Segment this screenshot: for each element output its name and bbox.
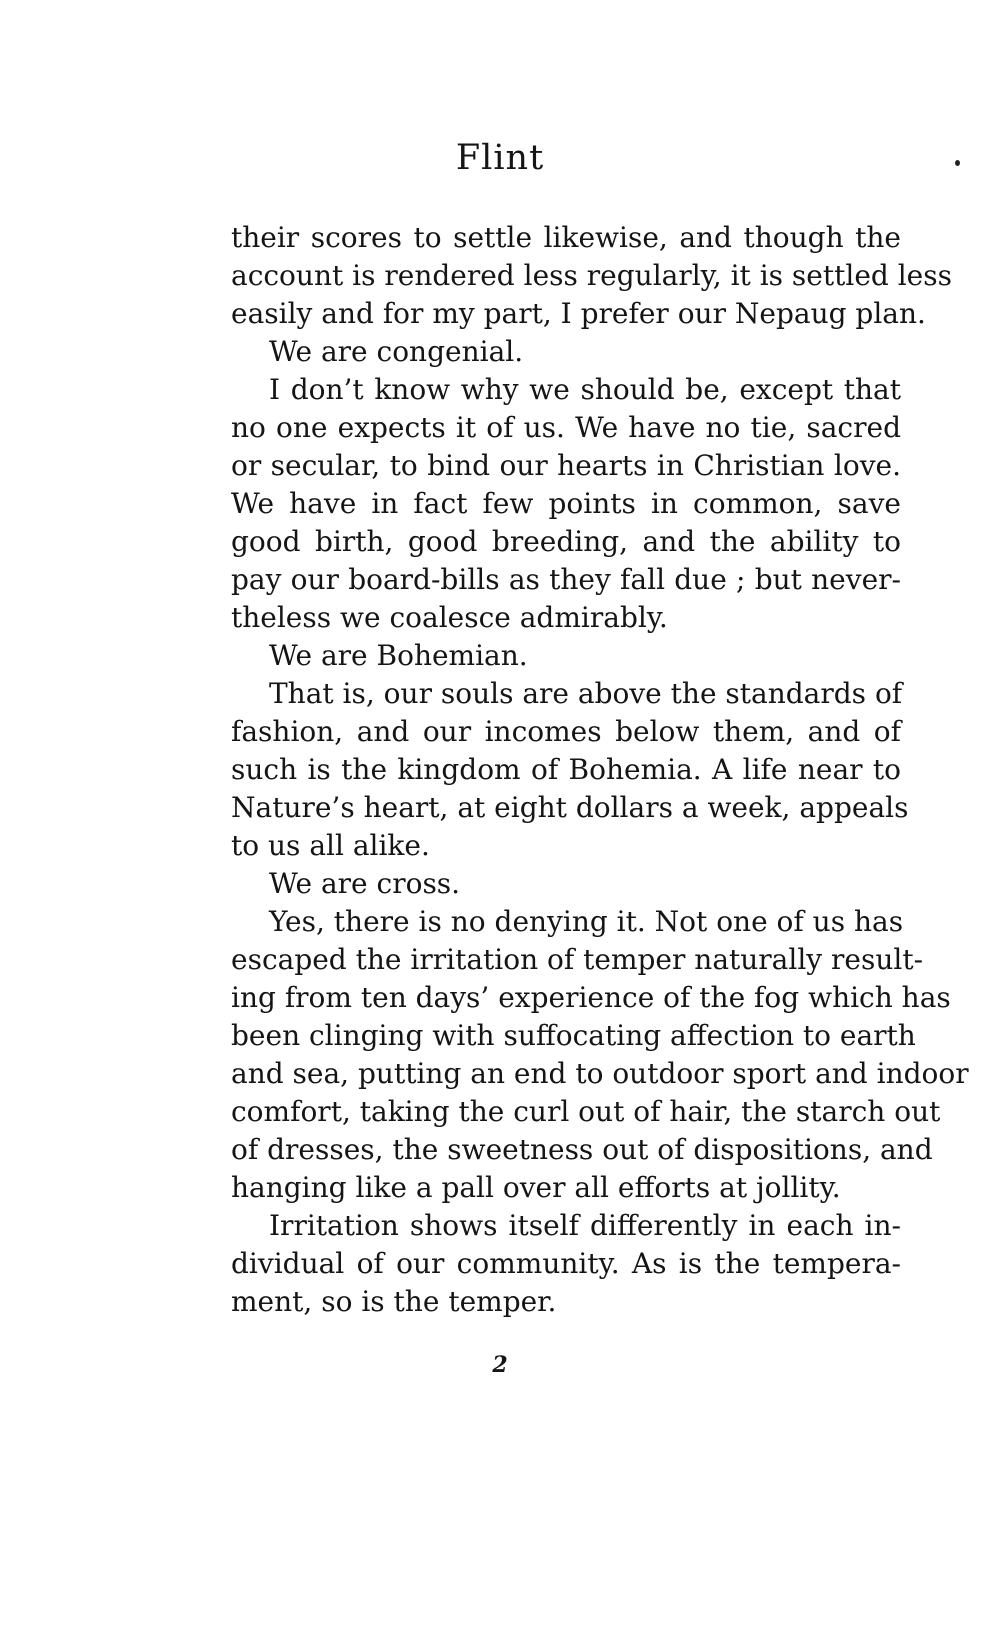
text-line: dividual of our community. As is the tempera- bbox=[231, 1247, 901, 1280]
text-line: We are cross. bbox=[269, 867, 461, 900]
ink-speck bbox=[955, 160, 960, 166]
text-line: ment, so is the temper. bbox=[231, 1285, 557, 1318]
text-line: hanging like a pall over all efforts at jollity. bbox=[231, 1171, 841, 1204]
text-line: We have in fact few points in common, save bbox=[231, 487, 901, 520]
text-line: Nature’s heart, at eight dollars a week, appeals bbox=[231, 791, 909, 824]
paragraph bbox=[231, 865, 901, 903]
text-line: account is rendered less regularly, it is settled less bbox=[231, 259, 952, 292]
text-line: theless we coalesce admirably. bbox=[231, 601, 668, 634]
text-line: comfort, taking the curl out of hair, the starch out bbox=[231, 1095, 941, 1128]
text-line: fashion, and our incomes below them, and of bbox=[231, 715, 901, 748]
paragraph bbox=[231, 333, 901, 371]
paragraph bbox=[231, 903, 969, 1207]
page-header-title: Flint bbox=[455, 138, 545, 178]
page-number: 2 bbox=[492, 1352, 508, 1378]
text-line: ing from ten days’ experience of the fog which has bbox=[231, 981, 951, 1014]
text-line: been clinging with suffocating affection to earth bbox=[231, 1019, 916, 1052]
text-line: good birth, good breeding, and the ability to bbox=[231, 525, 901, 558]
text-line: We are congenial. bbox=[269, 335, 524, 368]
text-line: to us all alike. bbox=[231, 829, 430, 862]
text-line: pay our board-bills as they fall due ; but never- bbox=[231, 563, 901, 596]
text-line: of dresses, the sweetness out of dispositions, and bbox=[231, 1133, 933, 1166]
text-line: no one expects it of us. We have no tie, sacred bbox=[231, 411, 901, 444]
text-line: Yes, there is no denying it. Not one of us has bbox=[269, 905, 904, 938]
text-line: or secular, to bind our hearts in Christian love. bbox=[231, 449, 901, 482]
text-line: such is the kingdom of Bohemia. A life near to bbox=[231, 753, 901, 786]
paragraph bbox=[231, 371, 901, 637]
text-line: easily and for my part, I prefer our Nepaug plan. bbox=[231, 297, 926, 330]
paragraph bbox=[231, 219, 952, 333]
text-line: escaped the irritation of temper naturally result- bbox=[231, 943, 924, 976]
body-text bbox=[231, 219, 969, 1321]
text-line: We are Bohemian. bbox=[269, 639, 528, 672]
text-line: and sea, putting an end to outdoor sport and indoor bbox=[231, 1057, 969, 1090]
text-line: their scores to settle likewise, and though the bbox=[231, 221, 901, 254]
text-line: Irritation shows itself differently in each in- bbox=[269, 1209, 901, 1242]
text-line: I don’t know why we should be, except that bbox=[269, 373, 901, 406]
text-line: That is, our souls are above the standards of bbox=[269, 677, 903, 710]
paragraph bbox=[231, 637, 901, 675]
paragraph bbox=[231, 675, 909, 865]
paragraph bbox=[231, 1207, 901, 1321]
